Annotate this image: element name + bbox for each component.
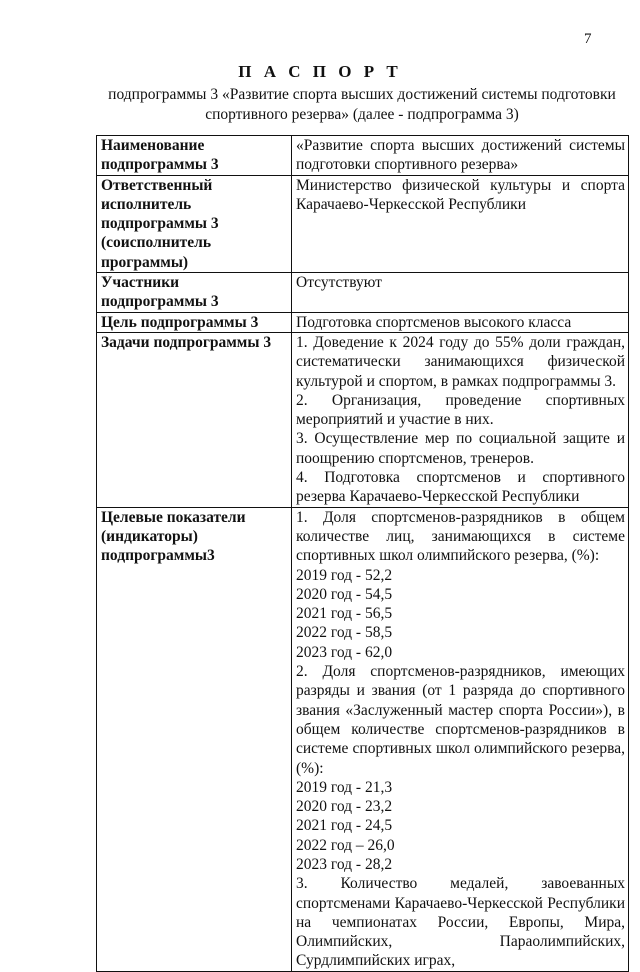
row-value-tasks xyxy=(292,332,629,507)
indicator-year-value: 2022 год - 58,5 xyxy=(296,624,393,642)
indicator-text: 3. Количество медалей, завоеванных спортсменами Карачаево-Черкесской Республики на чемпионатах России, Европы, Мира, Олимпийских, Параолимпийских, Сурдлимпийских играх, xyxy=(296,875,625,970)
indicator-year-value: 2019 год - 21,3 xyxy=(296,778,393,796)
indicator-year-value: 2020 год - 23,2 xyxy=(296,798,393,816)
indicator-year-value: 2022 год – 26,0 xyxy=(296,836,395,854)
row-label-name: Наименование подпрограммы 3 xyxy=(97,136,292,176)
table-row xyxy=(97,273,629,313)
passport-table xyxy=(96,135,629,972)
row-label-tasks: Задачи подпрограммы 3 xyxy=(97,332,292,507)
page-number: 7 xyxy=(584,31,592,47)
row-label-indicators: Целевые показатели (индикаторы) подпрограммы3 xyxy=(97,507,292,971)
document-subtitle: подпрограммы 3 «Развитие спорта высших достижений системы подготовки спортивного резерва» (далее - подпрограмма 3) xyxy=(108,86,616,123)
row-value-name: «Развитие спорта высших достижений системы подготовки спортивного резерва» xyxy=(292,136,629,176)
row-value-indicators xyxy=(292,507,629,971)
row-value-executor: Министерство физической культуры и спорта Карачаево-Черкесской Республики xyxy=(292,175,629,272)
row-label-executor: Ответственный исполнитель подпрограммы 3 (соисполнитель программы) xyxy=(97,175,292,272)
row-value-goal: Подготовка спортсменов высокого класса xyxy=(292,312,629,332)
table-row xyxy=(97,332,629,507)
table-row xyxy=(97,507,629,971)
indicator-text: 2. Доля спортсменов-разрядников, имеющих разряды и звания (от 1 разряда до спортивного звания «Заслуженный мастер спорта России»), в общем количестве спортсменов-разрядников в системе спортивных школ олимпийского резерва, (%): xyxy=(296,663,625,777)
indicator-text: 1. Доля спортсменов-разрядников в общем количестве лиц, занимающихся в системе спортивных школ олимпийского резерва, (%): xyxy=(296,508,625,565)
indicator-year-value: 2023 год - 62,0 xyxy=(296,643,393,661)
indicator-year-value: 2023 год - 28,2 xyxy=(296,855,393,873)
row-label-participants: Участники подпрограммы 3 xyxy=(97,273,292,313)
indicator-year-value: 2021 год - 24,5 xyxy=(296,817,393,835)
table-row xyxy=(97,175,629,272)
row-value-participants: Отсутствуют xyxy=(292,273,629,313)
task-item: 4. Подготовка спортсменов и спортивного резерва Карачаево-Черкесской Республики xyxy=(296,469,625,506)
table-row xyxy=(97,136,629,176)
task-item: 3. Осуществление мер по социальной защите и поощрению спортсменов, тренеров. xyxy=(296,430,625,467)
indicator-year-value: 2021 год - 56,5 xyxy=(296,605,393,623)
task-item: 1. Доведение к 2024 году до 55% доли граждан, систематически занимающихся физической культурой и спортом, в рамках подпрограммы 3. xyxy=(296,333,625,390)
indicator-year-value: 2020 год - 54,5 xyxy=(296,585,393,603)
task-item: 2. Организация, проведение спортивных мероприятий и участие в них. xyxy=(296,391,625,429)
row-label-goal: Цель подпрограммы 3 xyxy=(97,312,292,332)
table-row xyxy=(97,312,629,332)
indicator-year-value: 2019 год - 52,2 xyxy=(296,566,393,584)
document-title: П А С П О Р Т xyxy=(238,62,402,81)
